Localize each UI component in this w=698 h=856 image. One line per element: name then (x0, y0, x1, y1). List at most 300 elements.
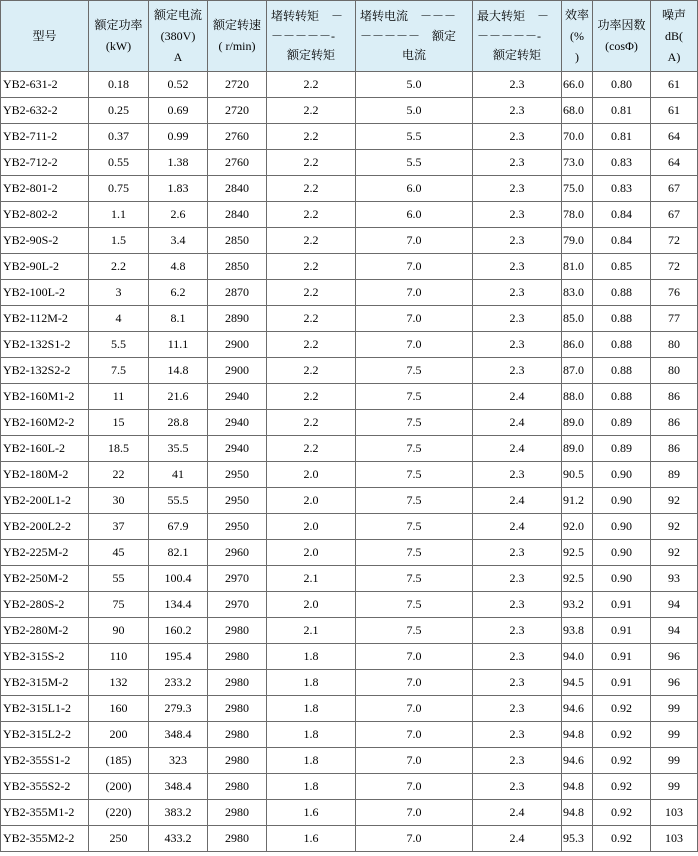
header-locked-torque-bottom: 额定转矩 (286, 48, 335, 62)
cell-rated-speed: 2760 (208, 124, 267, 150)
cell-efficiency: 78.0 (562, 202, 593, 228)
cell-rated-power: 0.75 (89, 176, 149, 202)
cell-rated-power: 0.37 (89, 124, 149, 150)
cell-efficiency: 94.0 (562, 644, 593, 670)
cell-max-torque-ratio: 2.3 (473, 280, 562, 306)
cell-rated-current: 383.2 (149, 800, 208, 826)
cell-locked-current-ratio: 5.5 (356, 150, 473, 176)
cell-power-factor: 0.91 (593, 670, 651, 696)
cell-locked-current-ratio: 7.0 (356, 306, 473, 332)
cell-noise: 80 (651, 332, 698, 358)
cell-max-torque-ratio: 2.3 (473, 124, 562, 150)
cell-locked-torque-ratio: 2.2 (267, 72, 356, 98)
cell-power-factor: 0.90 (593, 566, 651, 592)
cell-model: YB2-280M-2 (1, 618, 89, 644)
table-row (1, 280, 698, 306)
cell-rated-speed: 2980 (208, 748, 267, 774)
header-power-factor: 功率因数 (cosΦ) (593, 1, 651, 72)
cell-locked-torque-ratio: 2.2 (267, 410, 356, 436)
cell-efficiency: 87.0 (562, 358, 593, 384)
cell-rated-speed: 2850 (208, 228, 267, 254)
cell-rated-speed: 2980 (208, 774, 267, 800)
header-max-torque-line: －－－－－- (477, 29, 541, 43)
cell-noise: 86 (651, 384, 698, 410)
cell-max-torque-ratio: 2.3 (473, 618, 562, 644)
table-body (1, 72, 698, 852)
cell-model: YB2-355S2-2 (1, 774, 89, 800)
cell-locked-torque-ratio: 2.2 (267, 176, 356, 202)
cell-noise: 64 (651, 150, 698, 176)
table-header (1, 1, 698, 72)
cell-efficiency: 88.0 (562, 384, 593, 410)
header-noise: 噪声 dB( A) (651, 1, 698, 72)
table-row (1, 202, 698, 228)
cell-efficiency: 89.0 (562, 436, 593, 462)
cell-power-factor: 0.85 (593, 254, 651, 280)
table-row (1, 254, 698, 280)
cell-efficiency: 86.0 (562, 332, 593, 358)
cell-model: YB2-112M-2 (1, 306, 89, 332)
cell-max-torque-ratio: 2.3 (473, 722, 562, 748)
table-row (1, 332, 698, 358)
cell-max-torque-ratio: 2.3 (473, 306, 562, 332)
cell-power-factor: 0.92 (593, 696, 651, 722)
cell-rated-power: 160 (89, 696, 149, 722)
header-locked-rotor-torque-ratio (267, 1, 356, 72)
table-row (1, 176, 698, 202)
cell-locked-current-ratio: 7.0 (356, 722, 473, 748)
cell-noise: 92 (651, 488, 698, 514)
cell-rated-speed: 2980 (208, 670, 267, 696)
cell-max-torque-ratio: 2.3 (473, 462, 562, 488)
cell-locked-current-ratio: 7.0 (356, 228, 473, 254)
cell-noise: 64 (651, 124, 698, 150)
cell-rated-current: 11.1 (149, 332, 208, 358)
cell-efficiency: 94.6 (562, 748, 593, 774)
cell-max-torque-ratio: 2.4 (473, 826, 562, 852)
cell-locked-current-ratio: 7.5 (356, 540, 473, 566)
cell-power-factor: 0.90 (593, 462, 651, 488)
cell-power-factor: 0.81 (593, 98, 651, 124)
cell-locked-current-ratio: 5.0 (356, 98, 473, 124)
cell-model: YB2-802-2 (1, 202, 89, 228)
cell-rated-current: 21.6 (149, 384, 208, 410)
cell-power-factor: 0.81 (593, 124, 651, 150)
cell-noise: 103 (651, 800, 698, 826)
cell-rated-speed: 2720 (208, 72, 267, 98)
cell-rated-speed: 2980 (208, 696, 267, 722)
cell-rated-speed: 2870 (208, 280, 267, 306)
cell-rated-power: 2.2 (89, 254, 149, 280)
table-row (1, 358, 698, 384)
cell-max-torque-ratio: 2.3 (473, 670, 562, 696)
cell-rated-power: (220) (89, 800, 149, 826)
cell-model: YB2-132S2-2 (1, 358, 89, 384)
cell-rated-power: 7.5 (89, 358, 149, 384)
cell-locked-current-ratio: 7.5 (356, 384, 473, 410)
cell-rated-current: 233.2 (149, 670, 208, 696)
cell-noise: 92 (651, 540, 698, 566)
cell-locked-current-ratio: 7.5 (356, 462, 473, 488)
cell-model: YB2-280S-2 (1, 592, 89, 618)
cell-efficiency: 85.0 (562, 306, 593, 332)
cell-rated-current: 348.4 (149, 774, 208, 800)
cell-rated-current: 0.69 (149, 98, 208, 124)
cell-efficiency: 94.8 (562, 722, 593, 748)
cell-model: YB2-801-2 (1, 176, 89, 202)
cell-max-torque-ratio: 2.3 (473, 254, 562, 280)
cell-rated-power: 0.55 (89, 150, 149, 176)
cell-max-torque-ratio: 2.4 (473, 436, 562, 462)
cell-locked-torque-ratio: 2.0 (267, 488, 356, 514)
cell-rated-speed: 2840 (208, 202, 267, 228)
cell-power-factor: 0.90 (593, 488, 651, 514)
cell-noise: 89 (651, 462, 698, 488)
cell-locked-torque-ratio: 2.2 (267, 306, 356, 332)
cell-model: YB2-200L1-2 (1, 488, 89, 514)
cell-rated-power: 75 (89, 592, 149, 618)
cell-rated-speed: 2950 (208, 514, 267, 540)
cell-efficiency: 95.3 (562, 826, 593, 852)
cell-locked-torque-ratio: 2.2 (267, 202, 356, 228)
cell-efficiency: 94.5 (562, 670, 593, 696)
cell-power-factor: 0.84 (593, 228, 651, 254)
cell-noise: 72 (651, 228, 698, 254)
header-max-torque-top: 最大转矩 － (477, 9, 550, 23)
cell-rated-power: 4 (89, 306, 149, 332)
cell-max-torque-ratio: 2.4 (473, 410, 562, 436)
cell-model: YB2-712-2 (1, 150, 89, 176)
cell-power-factor: 0.90 (593, 540, 651, 566)
table-row (1, 98, 698, 124)
cell-rated-speed: 2890 (208, 306, 267, 332)
cell-noise: 96 (651, 644, 698, 670)
cell-power-factor: 0.92 (593, 774, 651, 800)
cell-rated-power: 110 (89, 644, 149, 670)
cell-noise: 61 (651, 98, 698, 124)
cell-power-factor: 0.88 (593, 384, 651, 410)
header-locked-current-top: 堵转电流 －－－ (360, 9, 457, 23)
cell-locked-torque-ratio: 1.8 (267, 748, 356, 774)
cell-noise: 72 (651, 254, 698, 280)
cell-power-factor: 0.91 (593, 592, 651, 618)
cell-power-factor: 0.84 (593, 202, 651, 228)
cell-rated-power: 45 (89, 540, 149, 566)
cell-model: YB2-160M1-2 (1, 384, 89, 410)
cell-locked-current-ratio: 7.0 (356, 800, 473, 826)
cell-power-factor: 0.89 (593, 410, 651, 436)
cell-max-torque-ratio: 2.3 (473, 540, 562, 566)
cell-locked-torque-ratio: 2.0 (267, 462, 356, 488)
cell-rated-current: 134.4 (149, 592, 208, 618)
cell-max-torque-ratio: 2.4 (473, 800, 562, 826)
cell-rated-current: 41 (149, 462, 208, 488)
cell-rated-speed: 2900 (208, 358, 267, 384)
cell-locked-torque-ratio: 2.2 (267, 332, 356, 358)
header-locked-rotor-current-ratio (356, 1, 473, 72)
cell-model: YB2-355M2-2 (1, 826, 89, 852)
cell-max-torque-ratio: 2.4 (473, 488, 562, 514)
cell-locked-current-ratio: 7.5 (356, 358, 473, 384)
cell-rated-speed: 2980 (208, 800, 267, 826)
table-row (1, 306, 698, 332)
cell-rated-power: 55 (89, 566, 149, 592)
table-row (1, 592, 698, 618)
cell-efficiency: 70.0 (562, 124, 593, 150)
cell-power-factor: 0.88 (593, 358, 651, 384)
cell-locked-torque-ratio: 2.2 (267, 436, 356, 462)
cell-locked-current-ratio: 7.5 (356, 410, 473, 436)
cell-power-factor: 0.92 (593, 826, 651, 852)
cell-model: YB2-631-2 (1, 72, 89, 98)
cell-max-torque-ratio: 2.4 (473, 384, 562, 410)
cell-locked-torque-ratio: 1.8 (267, 644, 356, 670)
cell-locked-current-ratio: 7.5 (356, 514, 473, 540)
cell-rated-speed: 2940 (208, 410, 267, 436)
table-row (1, 696, 698, 722)
cell-max-torque-ratio: 2.3 (473, 566, 562, 592)
cell-rated-current: 4.8 (149, 254, 208, 280)
cell-model: YB2-250M-2 (1, 566, 89, 592)
cell-rated-current: 28.8 (149, 410, 208, 436)
cell-rated-speed: 2980 (208, 722, 267, 748)
cell-locked-current-ratio: 7.0 (356, 748, 473, 774)
cell-rated-power: 90 (89, 618, 149, 644)
cell-rated-current: 0.52 (149, 72, 208, 98)
cell-locked-torque-ratio: 2.0 (267, 592, 356, 618)
cell-rated-power: 5.5 (89, 332, 149, 358)
cell-rated-power: 200 (89, 722, 149, 748)
table-row (1, 488, 698, 514)
cell-rated-speed: 2980 (208, 618, 267, 644)
cell-locked-current-ratio: 7.0 (356, 644, 473, 670)
cell-model: YB2-355S1-2 (1, 748, 89, 774)
cell-max-torque-ratio: 2.3 (473, 98, 562, 124)
cell-rated-current: 2.6 (149, 202, 208, 228)
cell-locked-torque-ratio: 2.2 (267, 228, 356, 254)
cell-max-torque-ratio: 2.3 (473, 202, 562, 228)
table-row (1, 566, 698, 592)
cell-rated-speed: 2720 (208, 98, 267, 124)
cell-efficiency: 79.0 (562, 228, 593, 254)
table-row (1, 722, 698, 748)
cell-power-factor: 0.90 (593, 514, 651, 540)
header-locked-current-bottom: 电流 (401, 48, 426, 62)
cell-efficiency: 89.0 (562, 410, 593, 436)
cell-power-factor: 0.80 (593, 72, 651, 98)
cell-locked-current-ratio: 7.5 (356, 488, 473, 514)
cell-power-factor: 0.92 (593, 748, 651, 774)
table-row (1, 72, 698, 98)
cell-efficiency: 66.0 (562, 72, 593, 98)
cell-rated-power: 0.18 (89, 72, 149, 98)
cell-rated-speed: 2980 (208, 826, 267, 852)
cell-rated-speed: 2940 (208, 436, 267, 462)
cell-locked-current-ratio: 6.0 (356, 176, 473, 202)
table-row (1, 618, 698, 644)
header-locked-current-line: －－－－－ 额定 (360, 29, 457, 43)
cell-noise: 61 (651, 72, 698, 98)
cell-rated-current: 14.8 (149, 358, 208, 384)
cell-rated-speed: 2760 (208, 150, 267, 176)
cell-rated-current: 323 (149, 748, 208, 774)
cell-locked-current-ratio: 5.5 (356, 124, 473, 150)
cell-rated-current: 6.2 (149, 280, 208, 306)
cell-locked-torque-ratio: 2.2 (267, 358, 356, 384)
cell-model: YB2-632-2 (1, 98, 89, 124)
cell-power-factor: 0.83 (593, 150, 651, 176)
cell-rated-current: 279.3 (149, 696, 208, 722)
cell-model: YB2-160L-2 (1, 436, 89, 462)
cell-efficiency: 94.8 (562, 774, 593, 800)
cell-model: YB2-200L2-2 (1, 514, 89, 540)
cell-efficiency: 93.2 (562, 592, 593, 618)
table-row (1, 436, 698, 462)
cell-locked-torque-ratio: 1.8 (267, 696, 356, 722)
cell-locked-current-ratio: 7.5 (356, 436, 473, 462)
cell-power-factor: 0.83 (593, 176, 651, 202)
cell-rated-current: 8.1 (149, 306, 208, 332)
cell-power-factor: 0.91 (593, 644, 651, 670)
cell-locked-current-ratio: 7.0 (356, 826, 473, 852)
cell-max-torque-ratio: 2.3 (473, 228, 562, 254)
cell-locked-torque-ratio: 2.2 (267, 124, 356, 150)
cell-efficiency: 91.2 (562, 488, 593, 514)
cell-locked-torque-ratio: 2.2 (267, 384, 356, 410)
cell-rated-power: 1.1 (89, 202, 149, 228)
table-row (1, 410, 698, 436)
cell-max-torque-ratio: 2.3 (473, 176, 562, 202)
cell-locked-torque-ratio: 1.6 (267, 826, 356, 852)
cell-model: YB2-355M1-2 (1, 800, 89, 826)
cell-rated-speed: 2900 (208, 332, 267, 358)
cell-locked-torque-ratio: 2.1 (267, 618, 356, 644)
cell-locked-torque-ratio: 2.1 (267, 566, 356, 592)
table-row (1, 384, 698, 410)
cell-locked-current-ratio: 7.0 (356, 332, 473, 358)
table-row (1, 540, 698, 566)
cell-rated-power: 18.5 (89, 436, 149, 462)
cell-locked-current-ratio: 7.0 (356, 280, 473, 306)
cell-locked-torque-ratio: 1.6 (267, 800, 356, 826)
cell-locked-current-ratio: 7.5 (356, 566, 473, 592)
cell-max-torque-ratio: 2.3 (473, 696, 562, 722)
cell-locked-current-ratio: 7.0 (356, 774, 473, 800)
cell-rated-power: 250 (89, 826, 149, 852)
cell-max-torque-ratio: 2.3 (473, 774, 562, 800)
header-rated-current: 额定电流 (380V) A (149, 1, 208, 72)
cell-rated-power: 0.25 (89, 98, 149, 124)
cell-model: YB2-315S-2 (1, 644, 89, 670)
cell-locked-current-ratio: 7.0 (356, 254, 473, 280)
table-row (1, 228, 698, 254)
table-row (1, 774, 698, 800)
cell-rated-current: 433.2 (149, 826, 208, 852)
cell-noise: 94 (651, 618, 698, 644)
cell-model: YB2-90L-2 (1, 254, 89, 280)
cell-max-torque-ratio: 2.3 (473, 150, 562, 176)
cell-efficiency: 73.0 (562, 150, 593, 176)
cell-rated-speed: 2850 (208, 254, 267, 280)
cell-rated-power: 11 (89, 384, 149, 410)
cell-rated-power: (185) (89, 748, 149, 774)
header-efficiency: 效率 (% ) (562, 1, 593, 72)
cell-model: YB2-100L-2 (1, 280, 89, 306)
cell-rated-power: 30 (89, 488, 149, 514)
cell-efficiency: 92.0 (562, 514, 593, 540)
cell-efficiency: 83.0 (562, 280, 593, 306)
cell-locked-torque-ratio: 1.8 (267, 774, 356, 800)
table-row (1, 826, 698, 852)
header-rated-power: 额定功率 (kW) (89, 1, 149, 72)
cell-power-factor: 0.89 (593, 436, 651, 462)
header-max-torque-ratio (473, 1, 562, 72)
header-locked-torque-line: －－－－－- (271, 29, 335, 43)
cell-rated-speed: 2980 (208, 644, 267, 670)
cell-noise: 92 (651, 514, 698, 540)
cell-noise: 99 (651, 696, 698, 722)
cell-rated-current: 100.4 (149, 566, 208, 592)
cell-power-factor: 0.88 (593, 280, 651, 306)
cell-efficiency: 68.0 (562, 98, 593, 124)
cell-locked-torque-ratio: 2.2 (267, 150, 356, 176)
cell-rated-power: 3 (89, 280, 149, 306)
cell-efficiency: 93.8 (562, 618, 593, 644)
cell-noise: 99 (651, 774, 698, 800)
cell-rated-speed: 2970 (208, 592, 267, 618)
cell-model: YB2-315M-2 (1, 670, 89, 696)
cell-noise: 86 (651, 410, 698, 436)
table-row (1, 644, 698, 670)
cell-rated-current: 3.4 (149, 228, 208, 254)
cell-rated-speed: 2950 (208, 488, 267, 514)
cell-model: YB2-160M2-2 (1, 410, 89, 436)
cell-power-factor: 0.91 (593, 618, 651, 644)
cell-model: YB2-315L2-2 (1, 722, 89, 748)
cell-locked-torque-ratio: 2.2 (267, 280, 356, 306)
cell-locked-torque-ratio: 1.8 (267, 670, 356, 696)
cell-model: YB2-711-2 (1, 124, 89, 150)
cell-rated-power: (200) (89, 774, 149, 800)
cell-efficiency: 90.5 (562, 462, 593, 488)
cell-locked-current-ratio: 6.0 (356, 202, 473, 228)
cell-noise: 67 (651, 202, 698, 228)
cell-noise: 67 (651, 176, 698, 202)
cell-rated-power: 132 (89, 670, 149, 696)
cell-efficiency: 92.5 (562, 566, 593, 592)
cell-power-factor: 0.88 (593, 306, 651, 332)
cell-rated-speed: 2840 (208, 176, 267, 202)
cell-efficiency: 94.6 (562, 696, 593, 722)
cell-noise: 99 (651, 722, 698, 748)
cell-locked-current-ratio: 7.5 (356, 592, 473, 618)
header-row (1, 1, 698, 72)
table-row (1, 800, 698, 826)
cell-rated-current: 0.99 (149, 124, 208, 150)
cell-max-torque-ratio: 2.3 (473, 592, 562, 618)
table-row (1, 748, 698, 774)
cell-rated-speed: 2950 (208, 462, 267, 488)
cell-model: YB2-90S-2 (1, 228, 89, 254)
cell-max-torque-ratio: 2.3 (473, 358, 562, 384)
table-row (1, 150, 698, 176)
cell-model: YB2-132S1-2 (1, 332, 89, 358)
cell-noise: 77 (651, 306, 698, 332)
cell-rated-power: 37 (89, 514, 149, 540)
cell-rated-speed: 2940 (208, 384, 267, 410)
cell-rated-current: 35.5 (149, 436, 208, 462)
cell-efficiency: 75.0 (562, 176, 593, 202)
